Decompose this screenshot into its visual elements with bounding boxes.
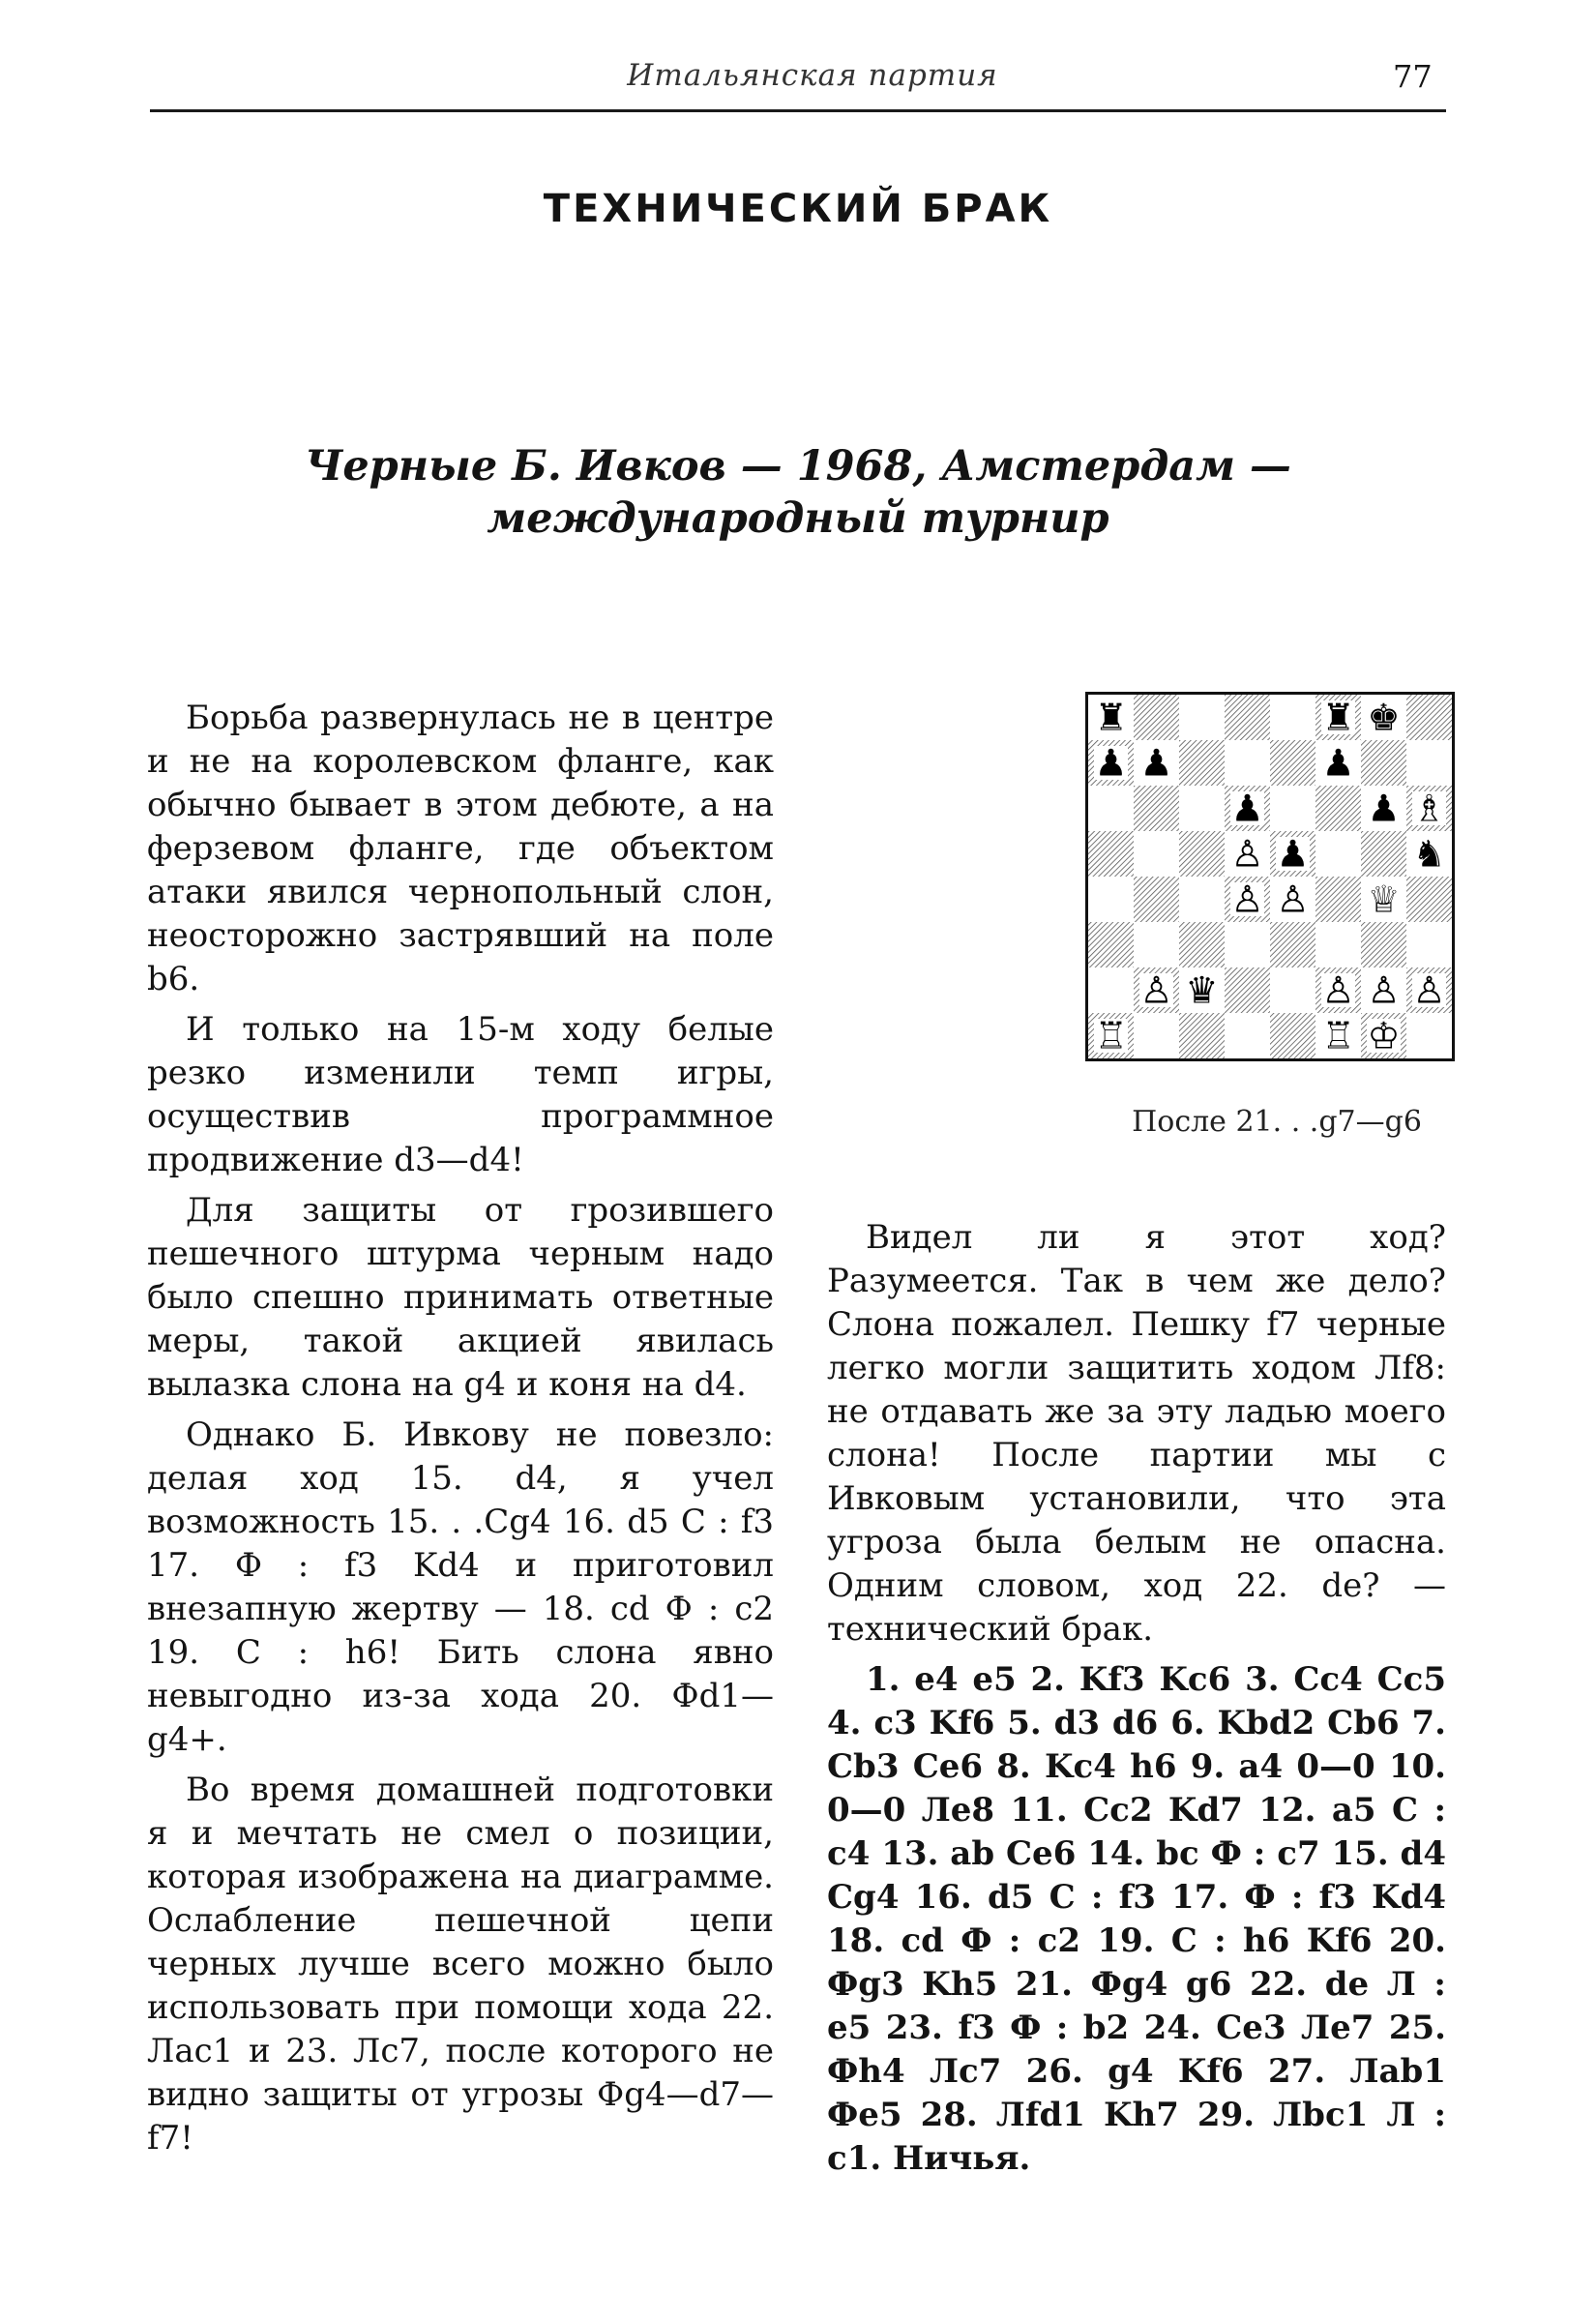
board-square-f3: [1315, 922, 1361, 968]
paragraph: И только на 15-м ходу белые резко изменили темп игры, осуществив программное продвижение d3—d4!: [147, 1010, 774, 1179]
chess-diagram: [1085, 692, 1455, 1061]
right-column: [827, 1216, 1446, 2188]
chess-piece-e4: ♙: [1276, 878, 1310, 921]
chess-piece-f1: ♖: [1321, 1014, 1355, 1057]
paragraph: Однако Б. Ивкову не повезло: делая ход 15. d4, я учел возможность 15. . .Cg4 16. d5 C : f3 17. Ф : f3 Kd4 и приготовил внезапную жертву — 18. cd Ф : c2 19. C : h6! Бить слона явно невыгодно из-за хода 20. Фd1—g4+.: [147, 1415, 774, 1759]
board-square-a5: [1088, 831, 1134, 877]
running-title: Итальянская партия: [627, 58, 998, 93]
board-square-c1: [1179, 1013, 1225, 1058]
chess-piece-d6: ♟: [1230, 787, 1264, 830]
board-square-a3: [1088, 922, 1134, 968]
board-square-e6: [1270, 786, 1315, 831]
header-rule: [150, 109, 1446, 112]
board-square-g5: [1361, 831, 1406, 877]
board-square-b4: [1134, 877, 1179, 922]
chess-piece-f8: ♜: [1321, 696, 1355, 739]
chess-piece-b2: ♙: [1139, 968, 1173, 1012]
paragraph: Для защиты от грозившего пешечного штурма черным надо было спешно принимать ответные меры, такой акцией явилась вылазка слона на g4 и коня на d4.: [147, 1191, 774, 1404]
board-square-g7: [1361, 740, 1406, 786]
paragraph: Борьба развернулась не в центре и не на королевском фланге, как обычно бывает в этом дебюте, а на ферзевом фланге, где объектом атаки явился чернопольный слон, неосторожно застрявший на поле b6.: [147, 699, 774, 998]
chess-piece-h6: ♗: [1412, 787, 1446, 830]
chapter-title: ТЕХНИЧЕСКИЙ БРАК: [543, 187, 1053, 231]
board-square-e1: [1270, 1013, 1315, 1058]
board-square-d8: [1225, 695, 1270, 740]
board-square-e2: [1270, 968, 1315, 1013]
board-square-c7: [1179, 740, 1225, 786]
board-square-e8: [1270, 695, 1315, 740]
chess-piece-c2: ♛: [1185, 968, 1219, 1012]
chess-piece-g8: ♚: [1367, 696, 1401, 739]
board-square-c8: [1179, 695, 1225, 740]
board-square-a4: [1088, 877, 1134, 922]
chess-piece-g2: ♙: [1367, 968, 1401, 1012]
chess-piece-a8: ♜: [1094, 696, 1128, 739]
board-square-h8: [1406, 695, 1452, 740]
chess-piece-e5: ♟: [1276, 832, 1310, 876]
chess-piece-d4: ♙: [1230, 878, 1264, 921]
board-square-d1: [1225, 1013, 1270, 1058]
subtitle-line: международный турнир: [487, 494, 1109, 543]
board-square-c3: [1179, 922, 1225, 968]
board-square-b5: [1134, 831, 1179, 877]
chess-piece-a7: ♟: [1094, 741, 1128, 785]
paragraph: Во время домашней подготовки я и мечтать не смел о позиции, которая изображена на диаграмме. Ослабление пешечной цепи черных лучше всего можно было использовать при помощи хода 22. Лac1 и 23. Лc7, после которого не видно защиты от угрозы Фg4—d7—f7!: [147, 1771, 774, 2158]
chess-piece-d5: ♙: [1230, 832, 1264, 876]
board-square-h3: [1406, 922, 1452, 968]
board-square-e7: [1270, 740, 1315, 786]
board-square-h7: [1406, 740, 1452, 786]
chess-piece-g4: ♕: [1367, 878, 1401, 921]
board-square-c6: [1179, 786, 1225, 831]
board-square-d2: [1225, 968, 1270, 1013]
board-square-h4: [1406, 877, 1452, 922]
chess-board: [1088, 695, 1452, 1058]
board-square-b8: [1134, 695, 1179, 740]
board-square-a2: [1088, 968, 1134, 1013]
chess-piece-b7: ♟: [1139, 741, 1173, 785]
chess-piece-g6: ♟: [1367, 787, 1401, 830]
board-square-c4: [1179, 877, 1225, 922]
board-square-f5: [1315, 831, 1361, 877]
chess-piece-f7: ♟: [1321, 741, 1355, 785]
board-square-b1: [1134, 1013, 1179, 1058]
board-square-a6: [1088, 786, 1134, 831]
chess-piece-f2: ♙: [1321, 968, 1355, 1012]
commentary-paragraph: Видел ли я этот ход? Разумеется. Так в чем же дело? Слона пожалел. Пешку f7 черные легко могли защитить ходом Лf8: не отдавать же за эту ладью моего слона! После партии мы с Ивковым установили, что эта угроза была белым не опасна. Одним словом, ход 22. de? — технический брак.: [827, 1218, 1446, 1649]
board-square-c5: [1179, 831, 1225, 877]
game-subtitle: [290, 440, 1306, 545]
game-moves: 1. e4 e5 2. Kf3 Kc6 3. Cc4 Cc5 4. c3 Kf6 5. d3 d6 6. Kbd2 Cb6 7. Cb3 Ce6 8. Kc4 h6 9. a4 0—0 10. 0—0 Лe8 11. Cc2 Kd7 12. a5 C : c4 13. ab Ce6 14. bc Ф : c7 15. d4 Cg4 16. d5 C : f3 17. Ф : f3 Kd4 18. cd Ф : c2 19. C : h6 Kf6 20. Фg3 Kh5 21. Фg4 g6 22. de Л : e5 23. f3 Ф : b2 24. Ce3 Лe7 25. Фh4 Лc7 26. g4 Kf6 27. Лab1 Фe5 28. Лfd1 Kh7 29. Лbc1 Л : c1. Ничья.: [827, 1660, 1446, 2178]
subtitle-line: Черные Б. Ивков — 1968, Амстердам —: [305, 442, 1291, 491]
chess-piece-h2: ♙: [1412, 968, 1446, 1012]
board-square-d3: [1225, 922, 1270, 968]
board-square-d7: [1225, 740, 1270, 786]
board-square-f4: [1315, 877, 1361, 922]
diagram-caption: После 21. . .g7—g6: [1132, 1105, 1422, 1139]
chess-piece-g1: ♔: [1367, 1014, 1401, 1057]
board-square-f6: [1315, 786, 1361, 831]
page-number: 77: [1393, 58, 1433, 95]
board-square-h1: [1406, 1013, 1452, 1058]
board-square-g3: [1361, 922, 1406, 968]
board-square-b6: [1134, 786, 1179, 831]
chess-piece-h5: ♞: [1412, 832, 1446, 876]
board-square-e3: [1270, 922, 1315, 968]
board-square-b3: [1134, 922, 1179, 968]
left-column: [147, 697, 774, 2167]
chess-piece-a1: ♖: [1094, 1014, 1128, 1057]
